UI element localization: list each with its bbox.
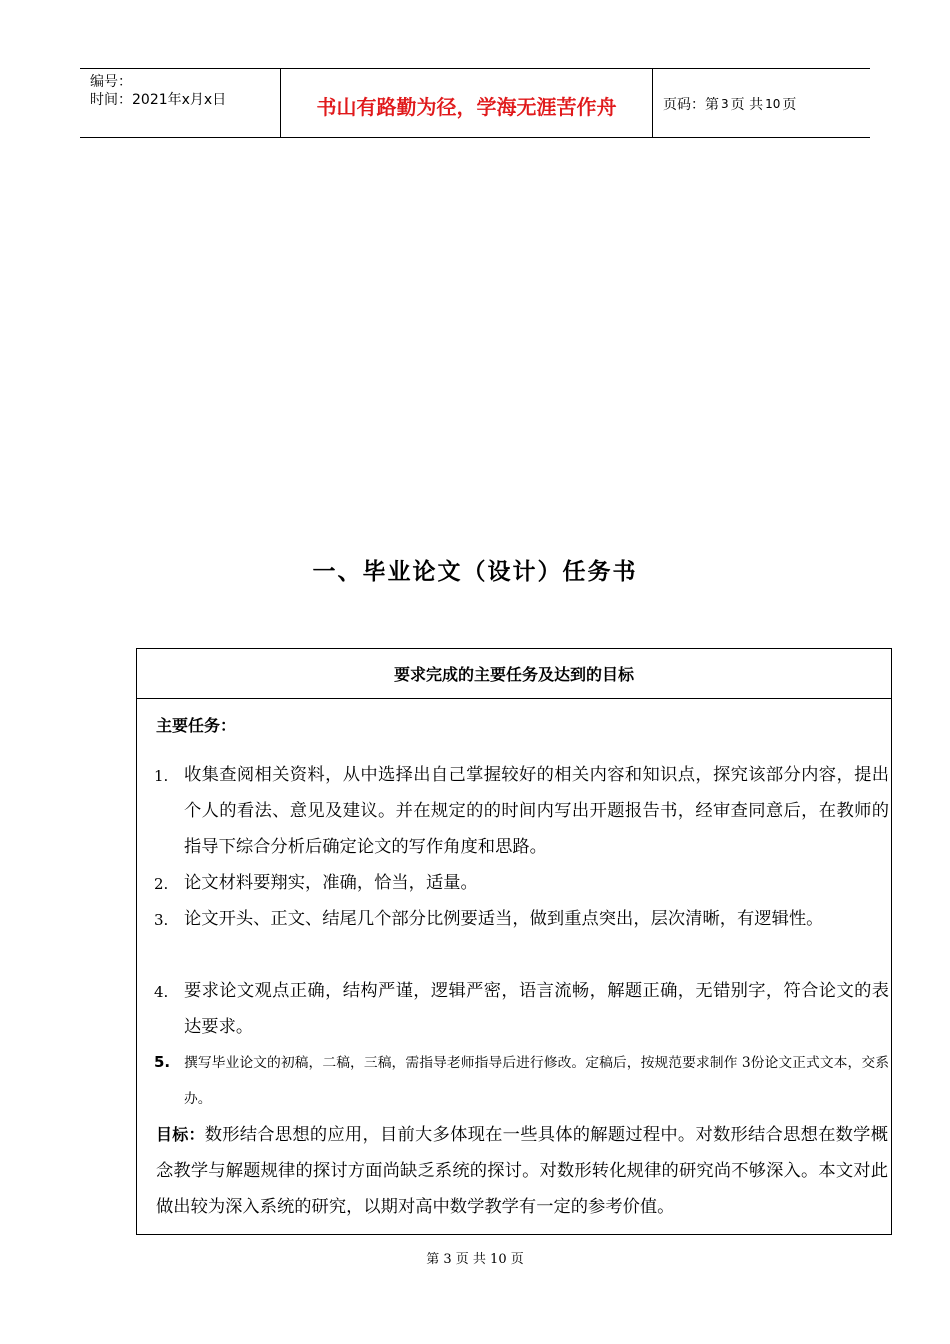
header-page-total: 10 [765,97,781,111]
task-item-text: 论文材料要翔实，准确，恰当，适量。 [184,873,478,893]
task-item-index: 1. [154,767,169,785]
header-time-label: 时间：2021年x月x日 [90,92,227,108]
header-number-label: 编号： [90,74,132,90]
page-footer: 第 3 页 共 10 页 [426,1252,524,1267]
goal-label: 目标： [156,1125,205,1144]
task-item [154,865,889,901]
task-item-index: 5. [154,1053,171,1071]
task-item-index: 4. [154,983,169,1001]
header-page-current: 3 [721,97,729,111]
task-item [154,1045,889,1117]
task-item-text: 撰写毕业论文的初稿，二稿，三稿，需指导老师指导后进行修改。定稿后，按规范要求制作 3份论文正式文本，交系办。 [184,1055,889,1107]
header-page-suffix: 页 [782,97,797,113]
task-item [154,757,889,865]
header-page-prefix: 页码：第 [663,97,719,113]
main-task-label: 主要任务： [156,716,237,735]
task-item-index: 3. [154,911,169,929]
task-table [136,648,892,1235]
header-page-info [653,69,870,137]
task-heading: 要求完成的主要任务及达到的目标 [137,649,891,699]
task-item-text: 收集查阅相关资料，从中选择出自己掌握较好的相关内容和知识点，探究该部分内容，提出个人的看法、意见及建议。并在规定的的时间内写出开题报告书，经审查同意后，在教师的指导下综合分析后确定论文的写作角度和思路。 [184,765,889,857]
goal-text: 数形结合思想的应用，目前大多体现在一些具体的解题过程中。对数形结合思想在数学概念教学与解题规律的探讨方面尚缺乏系统的探讨。对数形转化规律的研究尚不够深入。本文对此做出较为深入系统的研究，以期对高中数学教学有一定的参考价值。 [156,1125,888,1217]
task-item-text: 要求论文观点正确，结构严谨，逻辑严密，语言流畅，解题正确，无错别字，符合论文的表达要求。 [184,981,889,1037]
task-item-text: 论文开头、正文、结尾几个部分比例要适当，做到重点突出，层次清晰，有逻辑性。 [184,909,824,929]
task-item [154,901,889,937]
goal-paragraph [156,1117,888,1225]
page-header [80,68,870,138]
task-item [154,973,889,1045]
task-item-index: 2. [154,875,169,893]
header-page-mid: 页 共 [730,97,764,113]
header-meta [80,69,281,137]
header-motto: 书山有路勤为径，学海无涯苦作舟 [281,69,653,137]
section-title: 一、毕业论文（设计）任务书 [312,559,638,585]
